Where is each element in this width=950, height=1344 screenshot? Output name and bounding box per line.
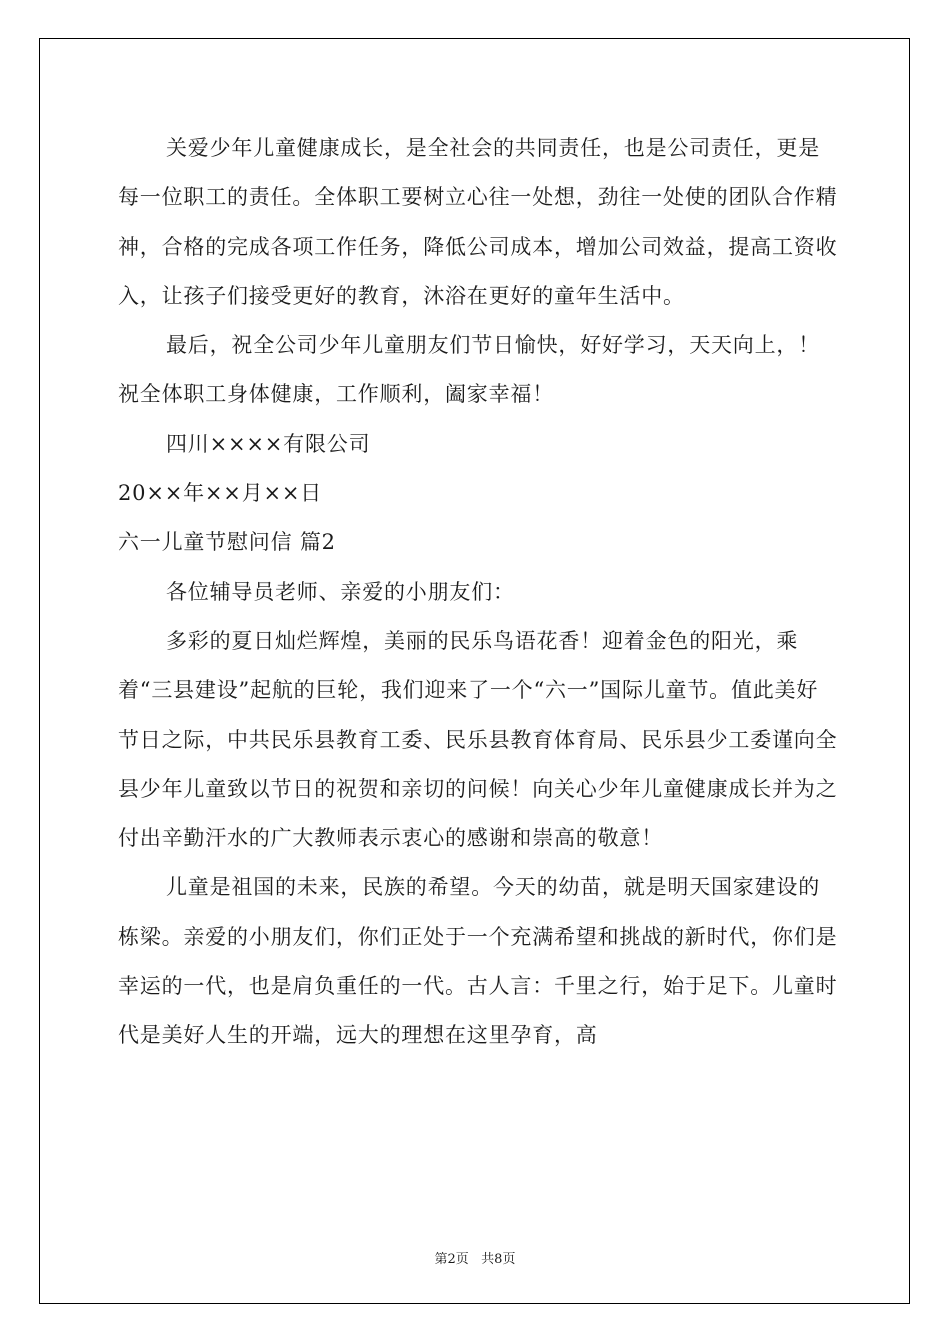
- greeting: 各位辅导员老师、亲爱的小朋友们：: [166, 579, 515, 604]
- paragraph-future-hope: 儿童是祖国的未来，民族的希望。今天的幼苗，就是明天国家建设的栋梁。亲爱的小朋友们，你们正处于一个充满希望和挑战的新时代，你们是幸运的一代，也是肩负重任的一代。古人言：千里之行，始于足下。儿童时代是美好人生的开端，远大的理想在这里孕育，高: [118, 875, 838, 1048]
- paragraph-closing-wishes: 最后，祝全公司少年儿童朋友们节日愉快，好好学习，天天向上，！祝全体职工身体健康，工作顺利，阖家幸福！: [118, 333, 820, 407]
- signature-date: 20××年××月××日: [118, 481, 323, 506]
- page-footer: 第2页 共8页: [434, 1252, 516, 1267]
- paragraph-responsibility: 关爱少年儿童健康成长，是全社会的共同责任，也是公司责任，更是每一位职工的责任。全体职工要树立心往一处想，劲往一处使的团队合作精神，合格的完成各项工作任务，降低公司成本，增加公司效益，提高工资收入，让孩子们接受更好的教育，沐浴在更好的童年生活中。: [118, 136, 838, 308]
- document-body: [118, 124, 838, 1061]
- signature-company: 四川××××有限公司: [166, 431, 371, 456]
- section-title: 六一儿童节慰问信 篇2: [118, 530, 336, 555]
- paragraph-festival-greeting: 多彩的夏日灿烂辉煌，美丽的民乐鸟语花香！迎着金色的阳光，乘着“三县建设”起航的巨轮，我们迎来了一个“六一”国际儿童节。值此美好节日之际，中共民乐县教育工委、民乐县教育体育局、民乐县少工委谨向全县少年儿童致以节日的祝贺和亲切的问候！向关心少年儿童健康成长并为之付出辛勤汗水的广大教师表示衷心的感谢和崇高的敬意！: [118, 628, 838, 851]
